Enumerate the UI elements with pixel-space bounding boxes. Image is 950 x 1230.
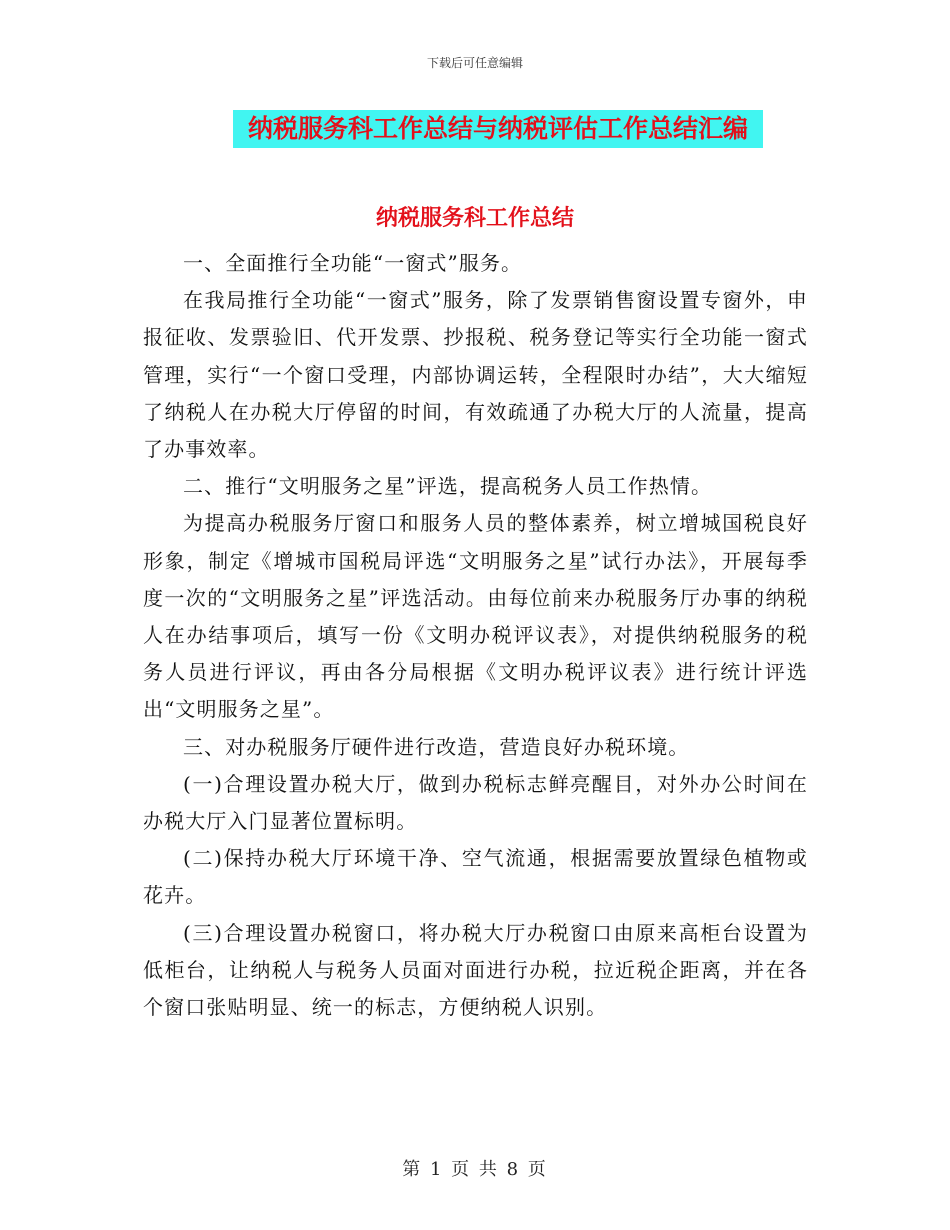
paragraph: 在我局推行全功能“一窗式”服务，除了发票销售窗设置专窗外，申报征收、发票验旧、代开发票、抄报税、税务登记等实行全功能一窗式管理，实行“一个窗口受理，内部协调运转，全程限时办结”，大大缩短了纳税人在办税大厅停留的时间，有效疏通了办税大厅的人流量，提高了办事效率。: [143, 288, 808, 462]
header-note: 下载后可任意编辑: [426, 56, 523, 70]
paragraph: (三)合理设置办税窗口，将办税大厅办税窗口由原来高柜台设置为低柜台，让纳税人与税务人员面对面进行办税，拉近税企距离，并在各个窗口张贴明显、统一的标志，方便纳税人识别。: [143, 920, 808, 1020]
body-text: [143, 245, 808, 1026]
paragraph: 为提高办税服务厅窗口和服务人员的整体素养，树立增城国税良好形象，制定《增城市国税局评选“文明服务之星”试行办法》，开展每季度一次的“文明服务之星”评选活动。由每位前来办税服务厅办事的纳税人在办结事项后，填写一份《文明办税评议表》，对提供纳税服务的税务人员进行评议，再由各分局根据《文明办税评议表》进行统计评选出“文明服务之星”。: [143, 511, 808, 722]
paragraph-heading-1: 一、全面推行全功能“一窗式”服务。: [183, 251, 523, 275]
paragraph: (二)保持办税大厅环境干净、空气流通，根据需要放置绿色植物或花卉。: [143, 846, 808, 908]
paragraph-heading-2: 二、推行“文明服务之星”评选，提高税务人员工作热情。: [183, 474, 713, 499]
paragraph-heading-3: 三、对办税服务厅硬件进行改造，营造良好办税环境。: [183, 734, 690, 759]
main-title: 纳税服务科工作总结与纳税评估工作总结汇编: [233, 110, 763, 148]
paragraph: (一)合理设置办税大厅，做到办税标志鲜亮醒目，对外办公时间在办税大厅入门显著位置标明。: [143, 771, 808, 834]
page-footer: 第 1 页 共 8 页: [402, 1159, 548, 1180]
section-title: 纳税服务科工作总结: [375, 205, 574, 231]
